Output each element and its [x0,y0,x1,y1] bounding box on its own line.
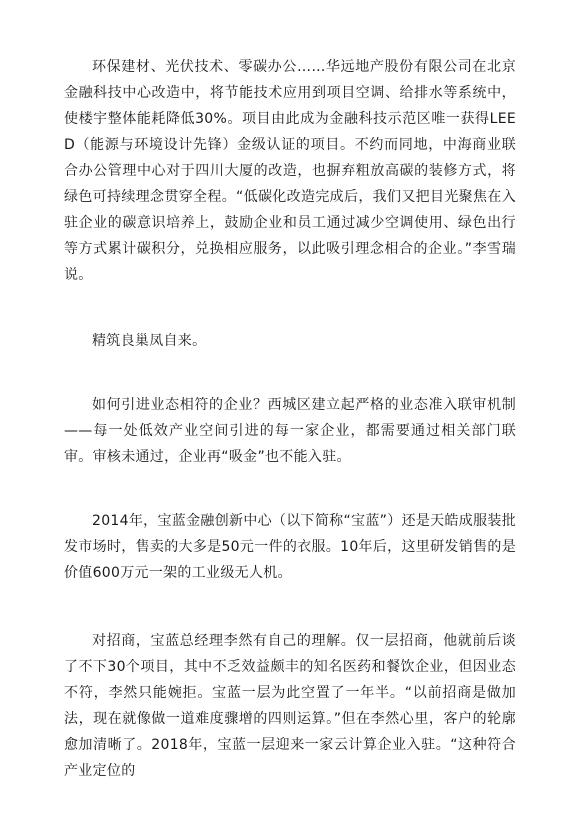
body-paragraph-2: 精筑良巢凤自来。 [92,333,207,349]
body-paragraph-3: 如何引进业态相符的企业？西城区建立起严格的业态准入联审机制——每一处低效产业空间引进的每一家企业，都需要通过相关部门联审。审核未通过，企业再“吸金”也不能入驻。 [64,397,516,465]
body-paragraph-4: 2014年，宝蓝金融创新中心（以下简称“宝蓝”）还是天皓成服装批发市场时，售卖的大多是50元一件的衣服。10年后，这里研发销售的是价值600万元一架的工业级无人机。 [64,513,516,581]
body-paragraph-5: 对招商，宝蓝总经理李然有自己的理解。仅一层招商，他就前后谈了不下30个项目，其中不乏效益颇丰的知名医药和餐饮企业，但因业态不符，李然只能婉拒。宝蓝一层为此空置了一年半。“以前招商是做加法，现在就像做一道难度骤增的四则运算。”但在李然心里，客户的轮廓愈加清晰了。2018年，宝蓝一层迎来一家云计算企业入驻。“这种符合产业定位的 [64,633,516,779]
body-paragraph-1: 环保建材、光伏技术、零碳办公……华远地产股份有限公司在北京金融科技中心改造中，将节能技术应用到项目空调、给排水等系统中，使楼宇整体能耗降低30%。项目由此成为金融科技示范区唯一获得LEED（能源与环境设计先锋）金级认证的项目。不约而同地，中海商业联合办公管理中心对于四川大厦的改造，也摒弃粗放高碳的装修方式，将绿色可持续理念贯穿全程。“低碳化改造完成后，我们又把目光聚焦在入驻企业的碳意识培养上，鼓励企业和员工通过减少空调使用、绿色出行等方式累计碳积分，兑换相应服务，以此吸引理念相合的企业。”李雪瑞说。 [64,59,516,283]
